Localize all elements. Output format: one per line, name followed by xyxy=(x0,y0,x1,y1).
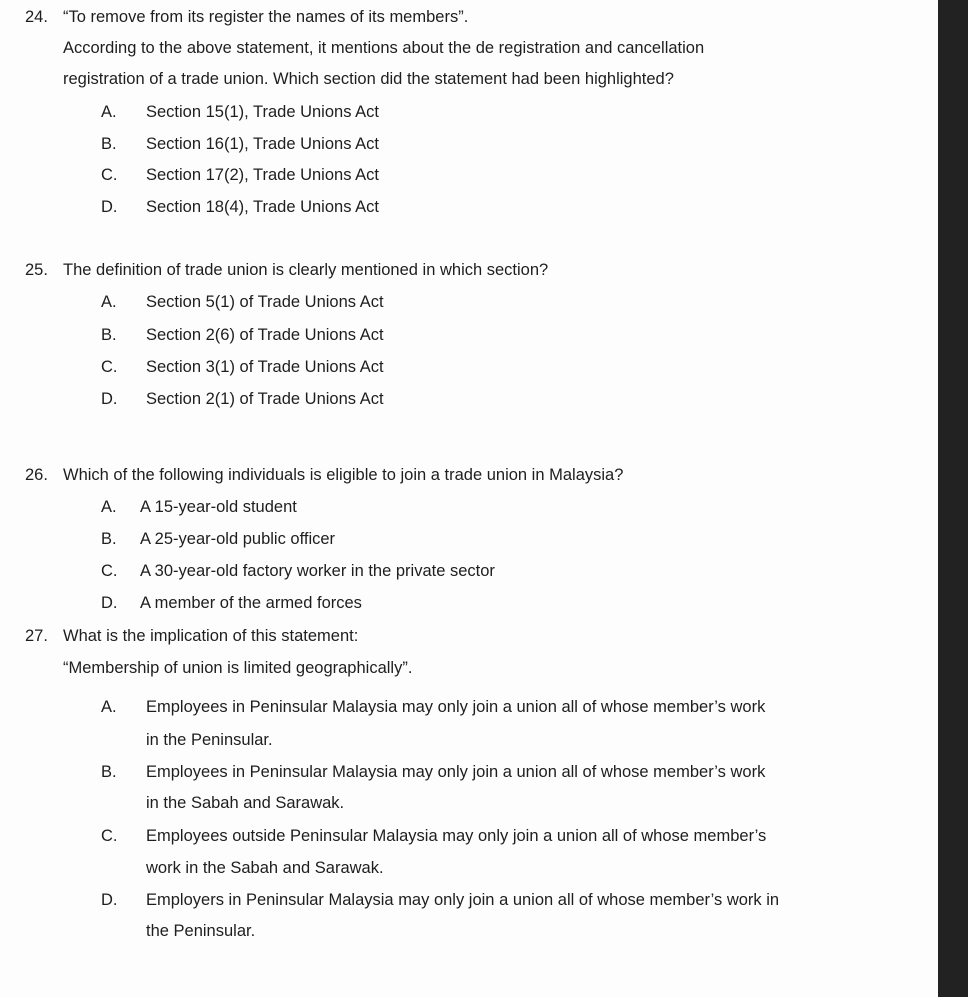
option-text: Section 15(1), Trade Unions Act xyxy=(146,103,379,121)
option-letter: B. xyxy=(101,763,117,781)
option-letter: B. xyxy=(101,530,117,548)
option-letter: C. xyxy=(101,166,118,184)
question-number: 24. xyxy=(25,8,48,26)
question-text: registration of a trade union. Which section did the statement had been highlighted? xyxy=(63,70,674,88)
option-letter: A. xyxy=(101,498,117,516)
question-number: 26. xyxy=(25,466,48,484)
option-letter: D. xyxy=(101,390,118,408)
option-text: in the Peninsular. xyxy=(146,731,273,749)
question-text: “To remove from its register the names of its members”. xyxy=(63,8,469,26)
option-letter: A. xyxy=(101,103,117,121)
question-text: The definition of trade union is clearly mentioned in which section? xyxy=(63,261,549,279)
option-text: A 15-year-old student xyxy=(140,498,297,516)
option-letter: D. xyxy=(101,198,118,216)
option-text: Section 16(1), Trade Unions Act xyxy=(146,135,379,153)
dark-edge-border xyxy=(938,0,968,997)
option-text: in the Sabah and Sarawak. xyxy=(146,794,345,812)
option-text: Section 3(1) of Trade Unions Act xyxy=(146,358,384,376)
option-letter: C. xyxy=(101,358,118,376)
option-text: Employees in Peninsular Malaysia may only join a union all of whose member’s work xyxy=(146,698,766,716)
option-text: Section 18(4), Trade Unions Act xyxy=(146,198,379,216)
option-letter: A. xyxy=(101,698,117,716)
option-text: Section 5(1) of Trade Unions Act xyxy=(146,293,384,311)
question-text: What is the implication of this statement: xyxy=(63,627,359,645)
option-letter: D. xyxy=(101,891,118,909)
option-text: the Peninsular. xyxy=(146,922,256,940)
option-letter: B. xyxy=(101,326,117,344)
option-text: Employees in Peninsular Malaysia may only join a union all of whose member’s work xyxy=(146,763,766,781)
question-text: Which of the following individuals is eligible to join a trade union in Malaysia? xyxy=(63,466,624,484)
question-text: According to the above statement, it mentions about the de registration and cancellation xyxy=(63,39,705,57)
option-letter: D. xyxy=(101,594,118,612)
option-text: Employees outside Peninsular Malaysia may only join a union all of whose member’s xyxy=(146,827,767,845)
option-letter: C. xyxy=(101,562,118,580)
option-letter: A. xyxy=(101,293,117,311)
option-text: Section 17(2), Trade Unions Act xyxy=(146,166,379,184)
question-number: 27. xyxy=(25,627,48,645)
option-letter: C. xyxy=(101,827,118,845)
option-text: A 25-year-old public officer xyxy=(140,530,336,548)
option-text: work in the Sabah and Sarawak. xyxy=(146,859,384,877)
question-number: 25. xyxy=(25,261,48,279)
question-text: “Membership of union is limited geographically”. xyxy=(63,659,413,677)
option-text: Section 2(6) of Trade Unions Act xyxy=(146,326,384,344)
option-letter: B. xyxy=(101,135,117,153)
option-text: A member of the armed forces xyxy=(140,594,362,612)
option-text: Section 2(1) of Trade Unions Act xyxy=(146,390,384,408)
option-text: A 30-year-old factory worker in the private sector xyxy=(140,562,495,580)
option-text: Employers in Peninsular Malaysia may only join a union all of whose member’s work in xyxy=(146,891,780,909)
